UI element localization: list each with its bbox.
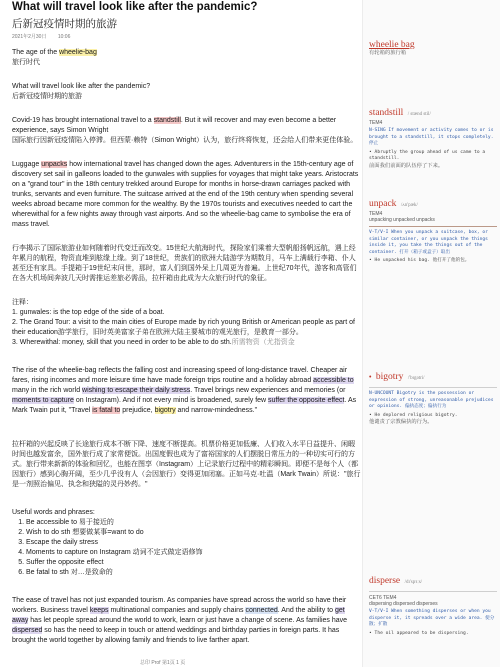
highlight-unpacks[interactable]: unpacks <box>41 161 68 168</box>
expressions-list <box>12 518 361 578</box>
expression-item: 5. Suffer the opposite effect <box>26 558 361 568</box>
vocab-definition: N-UNCOUNT Bigotry is the possession or expression of strong, unreasonable prejudices or opinions. 偏执态度；偏执行为 <box>369 391 494 410</box>
vocab-sidebar <box>362 0 500 667</box>
paragraph-2: What will travel look like after the pandemic? 后新冠疫情时期的旅游 <box>12 83 151 100</box>
vocab-word: wheelie bag <box>369 40 415 50</box>
vocab-tag: TEM4 <box>369 211 383 217</box>
article-title-zh: 后新冠疫情时期的旅游 <box>12 18 117 30</box>
page-footer: 总印 Prof 第1页 1 页 <box>140 660 186 666</box>
expression-item: 3. Escape the daily stress <box>26 538 361 548</box>
vocab-card-bigotry[interactable] <box>369 366 497 426</box>
article-date: 2021年2月30日 <box>12 34 47 40</box>
notes-title: 注释： <box>12 299 33 306</box>
highlight-moments-to-capture[interactable]: moments to capture <box>12 397 74 404</box>
highlight-get-away[interactable]: get away <box>12 607 345 624</box>
divider <box>369 226 497 227</box>
vocab-word: standstill <box>369 108 404 118</box>
vocab-card-standstill[interactable] <box>369 102 497 170</box>
paragraph-4: Luggage unpacks how international travel has changed down the ages. Adventurers in the 15th-century age of discovery set sail in galleons loaded to the gunwales with supplies for voyages that might take years. Aristocrats on a "grand tour" in the 18th century trekked around Europe for months in horse-drawn carriages packed with trunks, servants and even furniture. The suitcase arrived at the end of the 19th century when spending several weeks abroad became more common for the wealthy. By the 1970s tourists and executives needed to cart the wherewithal for a few nights away through vast airports. And so the wheelie-bag came to symbolise the era of mass travel. <box>12 161 359 228</box>
highlight-suffer-opposite[interactable]: suffer the opposite effect <box>268 397 345 404</box>
highlight-accessible-to[interactable]: accessible to <box>313 377 354 384</box>
vocab-definition: V-T/V-I When you unpack a suitcase, box, or similar container, or you unpack the things inside it, you take the things out of the container. 打开（箱子或盒子）取出 <box>369 230 488 255</box>
useful-expressions <box>12 508 361 578</box>
vocab-card-wheelie-bag[interactable] <box>369 40 497 57</box>
paragraph-4-zh: 行李揭示了国际旅游业如何随着时代变迁而改变。15世纪大航海时代，探险家们乘着大型帆船扬帆远航，遇上经年累月的航程，物资直堆到舷缘上缘。到了18世纪，贵族们的欧洲大陆游学为期数月，马车上满载行李箱、仆人甚至还有家具。手提箱于19世纪末问世，那时，富人们到国外呆上几周更为普遍。上世纪70年代，游客和高管们在各大机场间奔波几天时需推运差旅必需品，拉杆箱由此成为大众旅行时代的象征。 <box>12 245 357 282</box>
article-title-en: What will travel look like after the pandemic? <box>12 1 258 13</box>
vocab-example-zh: 他谴责了宗教偏执的行为。 <box>369 419 433 426</box>
vocab-word: disperse <box>369 576 401 586</box>
paragraph-6: The ease of travel has not just expanded tourism. As companies have spread across the world so have their workers. Business travel keeps multinational companies and supply chains connected. And the ability to get away has let people spread around the world to work, learn or just have a change of scene. As families have dispersed so has the need to keep in touch or attend weddings and birthday parties in foreign parts. It has brought the world together by allowing family and friends to live farther apart. <box>12 597 348 644</box>
vocab-meaning: 有轮箱的旅行箱 <box>369 50 407 56</box>
vocab-example: • He unpacked his bag. 他打开了他的包。 <box>369 258 470 264</box>
vocab-example: • Abruptly the group ahead of us came to a standstill. <box>369 149 486 162</box>
vocab-pronunciation: /'bɪgətri/ <box>407 376 425 381</box>
expression-item: 4. Moments to capture on Instagram 动词不定式做定语修饰 <box>26 548 361 558</box>
expressions-title: Useful words and phrases: <box>12 509 95 516</box>
divider <box>369 591 497 592</box>
vocab-card-disperse[interactable] <box>369 570 497 637</box>
expression-item: 1. Be accessible to 易于接近的 <box>26 518 361 528</box>
vocab-pronunciation: /ʌn'pæk/ <box>400 203 418 208</box>
vocab-pronunciation: / stænd stil/ <box>407 112 431 117</box>
bullet-icon: • <box>369 374 372 381</box>
expression-item: 2. Wish to do sth 想要做某事=want to do <box>26 528 361 538</box>
article-time: 10:06 <box>57 34 71 40</box>
article-meta <box>12 33 80 40</box>
vocab-example: • He deplored religious bigotry. <box>369 412 458 418</box>
highlight-connected[interactable]: connected <box>245 607 278 614</box>
highlight-dispersed[interactable]: dispersed <box>12 627 43 634</box>
highlight-bigotry[interactable]: bigotry <box>154 407 176 414</box>
paragraph-3: Covid-19 has brought international travel to a standstill. But it will recover and may even become a better experience, says Simon Wright 国际旅行因新冠疫情陷入停滞。但西蒙·赖特（Simon Wright）认为，旅行终将恢复，还会给人们带来更佳体验。 <box>12 117 358 144</box>
note-1: 1. gunwales: is the top edge of the side of a boat. <box>12 309 165 316</box>
paragraph-5: The rise of the wheelie-bag reflects the falling cost and increasing speed of long-distance travel. Cheaper air fares, rising incomes and more leisure time have made foreign trips routine and a holiday abroad accessible to many in the rich world wishing to escape their daily stress. Travel brings new experiences and memories (or moments to capture on Instagram). And if not every mind is broadened, surely few suffer the opposite effect. As Mark Twain put it, "Travel is fatal to prejudice, bigotry and narrow-mindedness." <box>12 367 357 414</box>
notes <box>12 298 361 348</box>
vocab-word: bigotry <box>375 372 404 382</box>
vocab-definition: V-T/V-I When something disperses or when you disperse it, it spreads over a wide area. 使分散；扩散 <box>369 609 495 628</box>
note-3: 3. Wherewithal: money, skill that you need in order to be able to do sth.所需物资（尤指资金 <box>12 339 295 346</box>
vocab-forms: dispersing dispersed disperses <box>369 601 438 607</box>
divider <box>369 387 497 388</box>
highlight-wheelie-bag[interactable]: wheelie-bag <box>59 49 97 56</box>
highlight-standstill[interactable]: standstill <box>153 117 181 124</box>
highlight-is-fatal-to[interactable]: is fatal to <box>92 407 121 414</box>
highlight-keeps[interactable]: keeps <box>89 607 109 614</box>
vocab-tag: TEM4 <box>369 120 383 126</box>
vocab-pronunciation: /dɪ'spɜːs/ <box>404 580 423 585</box>
expression-item: 6. Be fatal to sth 对…是致命的 <box>26 568 361 578</box>
vocab-tag: CET6 TEM4 <box>369 595 397 601</box>
vocab-forms: unpacking unpacked unpacks <box>369 217 435 223</box>
vocab-example: • The oil appeared to be dispersing. <box>369 630 469 636</box>
vocab-word: unpack <box>369 199 397 209</box>
note-2: 2. The Grand Tour: a visit to the main cities of Europe made by rich young British or American people as part of their education游学旅行，旧时英美富家子弟在欧洲大陆主要城市的观光旅行，是教育一部分。 <box>12 319 355 336</box>
paragraph-1: The age of the wheelie-bag 旅行时代 <box>12 49 97 66</box>
highlight-wishing-to-escape[interactable]: wishing to escape their daily stress <box>82 387 191 394</box>
vocab-card-unpack[interactable] <box>369 193 497 265</box>
paragraph-5-zh: 拉杆箱的兴起反映了长途旅行成本不断下降、速度不断提高。机票价格更加低廉、人们收入水平日益提升、闲暇时间也越发富余，国外旅行成了家常便饭。出国度假也成为了富裕国家的人们摆脱日常压力的一种切实可行的方式。旅行带来新新的体验和回忆，也能在图享（Instagram）上记录旅行过程中的精彩瞬间。即便不是每个人（都因旅行）感到心胸开阔，至少几乎没有人（会因旅行）变得更加闭塞。正如马克·吐温（Mark Twain）所说："旅行是一剂照治偏见、执念和狭隘的灵丹妙药。" <box>12 441 361 488</box>
vocab-example-zh: 前面我们前面的队伍停了下来。 <box>369 162 444 169</box>
vocab-definition: N-SING If movement or activity comes to or is brought to a standstill, it stops completely. 停止 <box>369 128 494 147</box>
